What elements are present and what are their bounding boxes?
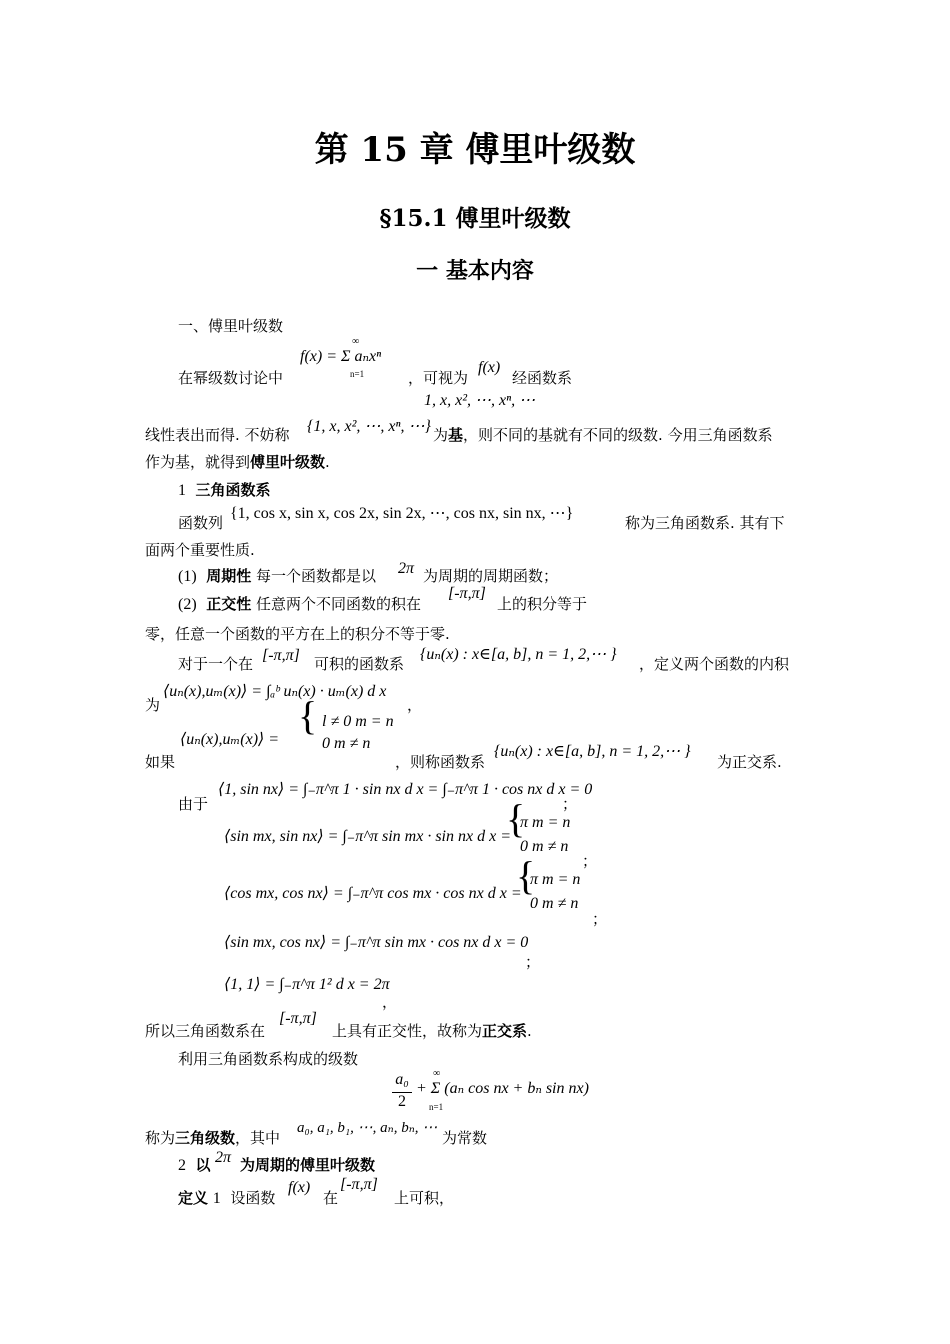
case-1: π m = n xyxy=(530,871,581,888)
l19-line xyxy=(332,1020,532,1041)
p1-text-b: 为周期的周期函数； xyxy=(423,567,559,585)
case-2: 0 m ≠ n xyxy=(322,735,371,752)
l11-end: ， xyxy=(407,696,423,714)
definition-1 xyxy=(178,1187,275,1208)
series-frac-num: a₀ xyxy=(395,1071,409,1088)
l12-function-set: {uₙ(x) : x∈[a, b], n = 1, 2,⋯ } xyxy=(494,743,691,760)
l12-text-a: 如果 xyxy=(145,753,176,771)
l9-text: 零，任意一个函数的平方在上的积分不等于零. xyxy=(145,625,450,643)
l3-text-b: 为 xyxy=(433,426,449,444)
l6-text: 面两个重要性质. xyxy=(145,541,255,559)
l4-text-a: 作为基，就得到 xyxy=(145,453,251,471)
l19-text-c: . xyxy=(527,1022,532,1040)
fourier-series-term: 傅里叶级数 xyxy=(250,453,326,471)
l12-text-b: ，则称函数系 xyxy=(395,753,486,771)
def-num: 1 xyxy=(212,1190,221,1207)
inner-product-def: ⟨uₙ(x),uₘ(x)⟩ = ∫ₐᵇ uₙ(x) · uₘ(x) d x xyxy=(163,683,387,700)
l5-text-b: 称为三角函数系. 其有下 xyxy=(625,514,785,532)
basis-set: {1, x, x², ⋯, xⁿ, ⋯} xyxy=(307,418,431,435)
l4-line xyxy=(145,451,330,472)
l10-interval: [-π,π] xyxy=(262,647,300,664)
l13-text-a: 由于 xyxy=(178,795,209,813)
l19-text-b: 上具有正交性，故称为 xyxy=(332,1022,483,1040)
l3-basis-term: 基 xyxy=(448,426,464,444)
formula-1: ⟨1, sin nx⟩ = ∫₋π^π 1 · sin nx d x = ∫₋π^π 1 · cos nx d x = 0 xyxy=(218,781,593,798)
heading-trig-system xyxy=(178,479,271,500)
case-2: 0 m ≠ n xyxy=(520,838,569,855)
l1-text-a: 在幂级数讨论中 xyxy=(178,369,284,387)
p2-interval: [-π,π] xyxy=(448,585,486,602)
series-sum-bottom: n=1 xyxy=(429,1102,444,1112)
l11-text-a: 为 xyxy=(145,696,161,714)
heading-trig-num: 1 xyxy=(178,482,186,499)
l4-text-b: . xyxy=(325,453,330,471)
p2-text-b: 上的积分等于 xyxy=(497,595,588,613)
formula-4: ⟨sin mx, cos nx⟩ = ∫₋π^π sin mx · cos nx d x = 0 xyxy=(224,934,529,951)
l3-text-c: ，则不同的基就有不同的级数. 今用三角函数系 xyxy=(463,426,773,444)
property-orthogonality xyxy=(178,593,421,614)
formula-5-end: ， xyxy=(382,993,398,1011)
formula-5: ⟨1, 1⟩ = ∫₋π^π 1² d x = 2π xyxy=(224,976,390,993)
l10-function-set: {uₙ(x) : x∈[a, b], n = 1, 2,⋯ } xyxy=(420,646,617,663)
l19-text-a: 所以三角函数系在 xyxy=(145,1022,266,1040)
trig-series-term: 三角级数 xyxy=(175,1129,236,1147)
series-sum-top: ∞ xyxy=(433,1068,441,1079)
formula-3-lhs: ⟨cos mx, cos nx⟩ = ∫₋π^π cos mx · cos nx d x = xyxy=(224,885,522,902)
sum-top: ∞ xyxy=(352,336,360,347)
formula-2-end: ； xyxy=(582,852,598,870)
def-fx: f(x) xyxy=(288,1179,311,1196)
p2-term: 正交性 xyxy=(206,595,252,613)
l12-text-c: 为正交系. xyxy=(717,753,782,771)
power-series-expr: f(x) = Σ aₙxⁿ xyxy=(300,348,382,365)
h2-num: 2 xyxy=(178,1157,186,1174)
p1-text-a: 每一个函数都是以 xyxy=(256,567,377,585)
left-brace: { xyxy=(298,693,318,738)
h2-2pi: 2π xyxy=(215,1149,232,1166)
case-2: 0 m ≠ n xyxy=(530,895,579,912)
subsection-title: 一 基本内容 xyxy=(416,259,534,284)
part1-heading: 一、傅里叶级数 xyxy=(178,317,284,335)
def-term: 定义 xyxy=(178,1189,209,1207)
p2-num: (2) xyxy=(178,596,197,613)
p1-2pi: 2π xyxy=(398,560,415,577)
formula-2-cases xyxy=(506,796,571,859)
formula-4-end: ； xyxy=(525,953,541,971)
series-rest: + Σ (aₙ cos nx + bₙ sin nx) xyxy=(416,1080,589,1097)
formula-3-end: ； xyxy=(592,910,608,928)
case-1: l ≠ 0 m = n xyxy=(322,713,394,730)
l3-text-a: 线性表出而得. 不妨称 xyxy=(145,426,290,444)
l22-text-b: ，其中 xyxy=(235,1129,281,1147)
l20-text: 利用三角函数系构成的级数 xyxy=(178,1050,359,1068)
sum-bottom: n=1 xyxy=(350,369,365,379)
l1-fx: f(x) xyxy=(478,359,501,376)
l10-text-b: 可积的函数系 xyxy=(314,655,405,673)
h2-text-b: 为周期的傅里叶级数 xyxy=(240,1156,376,1174)
orthogonal-condition-cases xyxy=(298,693,394,755)
section-title: §15.1 傅里叶级数 xyxy=(379,205,571,232)
l3-text-group xyxy=(433,424,773,445)
orthogonal-system-term: 正交系 xyxy=(482,1022,528,1040)
def-text-b: 在 xyxy=(323,1189,339,1207)
def-interval: [-π,π] xyxy=(340,1176,378,1193)
chapter-title: 第 15 章 傅里叶级数 xyxy=(314,130,636,170)
l5-text-a: 函数列 xyxy=(178,514,224,532)
power-basis-seq: 1, x, x², ⋯, xⁿ, ⋯ xyxy=(424,392,536,409)
l1-text-c: 经函数系 xyxy=(512,369,573,387)
l19-interval: [-π,π] xyxy=(279,1010,317,1027)
left-brace: { xyxy=(506,796,526,841)
l22-text-a: 称为 xyxy=(145,1129,176,1147)
heading-trig-text: 三角函数系 xyxy=(195,481,271,499)
l10-text-a: 对于一个在 xyxy=(178,655,254,673)
case-1: π m = n xyxy=(520,814,571,831)
heading-fourier-2pi xyxy=(178,1154,211,1175)
property-periodicity xyxy=(178,565,376,586)
trig-series-formula xyxy=(392,1068,612,1118)
l22-line xyxy=(145,1127,280,1148)
formula-1-end: ； xyxy=(562,795,578,813)
trig-system-set: {1, cos x, sin x, cos 2x, sin 2x, ⋯, cos nx, sin nx, ⋯} xyxy=(230,505,574,522)
h2-text-a: 以 xyxy=(195,1156,211,1174)
formula-3-cases xyxy=(516,853,581,916)
orthogonal-condition-lhs: ⟨uₙ(x),uₘ(x)⟩ = xyxy=(180,731,280,748)
l1-text-b: ，可视为 xyxy=(408,369,469,387)
formula-2-lhs: ⟨sin mx, sin nx⟩ = ∫₋π^π sin mx · sin nx d x = xyxy=(224,828,511,845)
left-brace: { xyxy=(516,853,536,898)
coefficients: a₀, a₁, b₁, ⋯, aₙ, bₙ, ⋯ xyxy=(297,1120,438,1136)
l10-text-c: ，定义两个函数的内积 xyxy=(639,655,790,673)
series-frac-den: 2 xyxy=(398,1093,406,1110)
p1-term: 周期性 xyxy=(206,567,252,585)
p2-text-a: 任意两个不同函数的积在 xyxy=(256,595,422,613)
p1-num: (1) xyxy=(178,568,197,585)
def-text-a: 设函数 xyxy=(230,1189,276,1207)
l22-text-c: 为常数 xyxy=(442,1129,488,1147)
def-text-c: 上可积， xyxy=(394,1189,455,1207)
